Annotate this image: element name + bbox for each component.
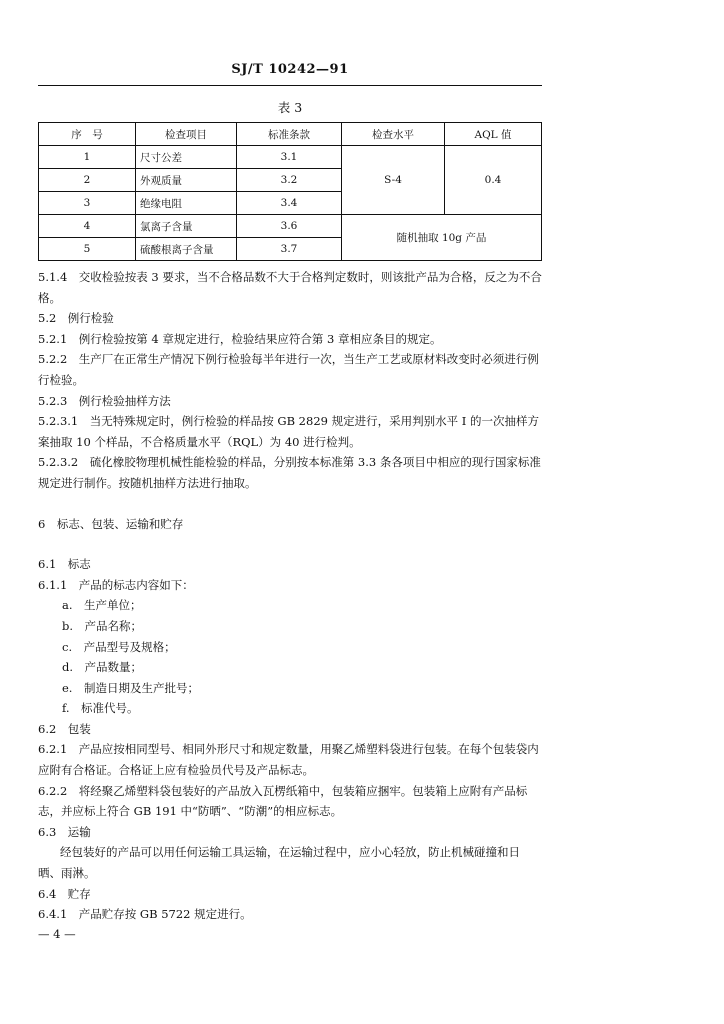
list-item: a. 生产单位； [62,598,142,613]
cell-no: 2 [39,169,136,192]
table-header-row [39,123,542,146]
clause-6-2-2: 6.2.2 将经聚乙烯塑料袋包装好的产品放入瓦楞纸箱中，包装箱应捆牢。包装箱上应附有产品标志，并应标上符合 GB 191 中“防晒”、“防潮”的相应标志。 [38,783,528,819]
header-clause: 标准条款 [237,123,342,146]
heading-5-2: 5.2 例行检验 [38,311,114,326]
heading-6-3: 6.3 运输 [38,824,91,839]
body-text [38,267,542,925]
header-level: 检查水平 [342,123,445,146]
cell-clause: 3.6 [237,215,342,238]
heading-5-2-3: 5.2.3 例行检验抽样方法 [38,393,171,408]
cell-item: 外观质量 [136,169,237,192]
standard-number: SJ/T 10242—91 [231,62,349,77]
cell-clause: 3.2 [237,169,342,192]
list-item: b. 产品名称； [62,618,143,633]
cell-item: 尺寸公差 [136,146,237,169]
header-rule [38,85,542,86]
heading-6-2: 6.2 包装 [38,721,91,736]
table-row [39,146,542,169]
cell-clause: 3.4 [237,192,342,215]
table-row [39,215,542,238]
cell-no: 1 [39,146,136,169]
cell-no: 3 [39,192,136,215]
list-item: c. 产品型号及规格； [62,639,176,654]
heading-6-4: 6.4 贮存 [38,886,91,901]
clause-6-4-1: 6.4.1 产品贮存按 GB 5722 规定进行。 [38,907,252,922]
document-page [38,0,542,941]
list-item: f. 标准代号。 [62,701,139,716]
cell-item: 绝缘电阻 [136,192,237,215]
clause-5-2-3-1: 5.2.3.1 当无特殊规定时，例行检验的样品按 GB 2829 规定进行，采用判别水平 Ⅰ 的一次抽样方案抽取 10 个样品，不合格质量水平（RQL）为 40 进行检判。 [38,414,539,449]
cell-clause: 3.7 [237,238,342,261]
clause-5-2-2: 5.2.2 生产厂在正常生产情况下例行检验每半年进行一次，当生产工艺或原材料改变时必须进行例行检验。 [38,352,539,387]
header-no: 序 号 [39,123,136,146]
cell-level-merged: S-4 [342,146,445,215]
header-item: 检查项目 [136,123,237,146]
page-number: — 4 — [38,926,76,941]
clause-5-2-1: 5.2.1 例行检验按第 4 章规定进行，检验结果应符合第 3 章相应条目的规定。 [38,331,442,346]
header-aql: AQL 值 [445,123,542,146]
list-item: d. 产品数量； [62,660,143,675]
clause-6-1-1: 6.1.1 产品的标志内容如下： [38,577,194,592]
clause-5-2-3-2: 5.2.3.2 硫化橡胶物理机械性能检验的样品，分别按本标准第 3.3 条各项目中相应的现行国家标准规定进行制作。按随机抽样方法进行抽取。 [38,455,541,490]
cell-sampling-merged: 随机抽取 10g 产品 [342,215,542,261]
list-item: e. 制造日期及生产批号； [62,680,199,695]
heading-6-1: 6.1 标志 [38,557,91,572]
cell-item: 硫酸根离子含量 [136,238,237,261]
clause-6-2-1: 6.2.1 产品应按相同型号、相同外形尺寸和规定数量，用聚乙烯塑料袋进行包装。在每个包装袋内应附有合格证。合格证上应有检验员代号及产品标志。 [38,742,539,778]
cell-clause: 3.1 [237,146,342,169]
cell-no: 4 [39,215,136,238]
clause-5-1-4: 5.1.4 交收检验按表 3 要求，当不合格品数不大于合格判定数时，则该批产品为合格，反之为不合格。 [38,270,542,305]
clause-6-3: 经包装好的产品可以用任何运输工具运输，在运输过程中，应小心轻放，防止机械碰撞和日晒、雨淋。 [38,845,520,881]
cell-aql-merged: 0.4 [445,146,542,215]
inspection-table [38,122,542,261]
heading-6: 6 标志、包装、运输和贮存 [38,516,184,531]
cell-no: 5 [39,238,136,261]
table-caption: 表 3 [277,100,303,115]
cell-item: 氯离子含量 [136,215,237,238]
